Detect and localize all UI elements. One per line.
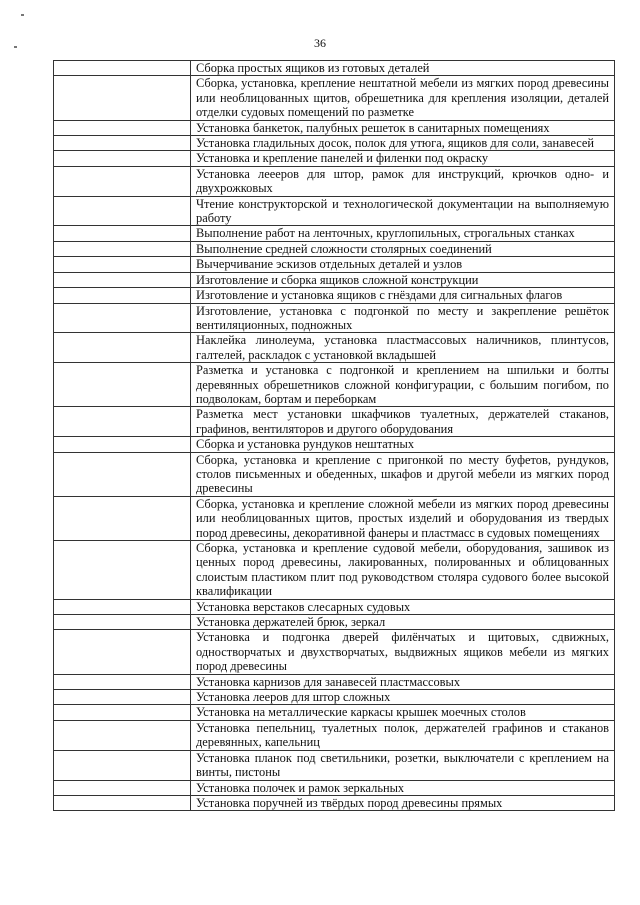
- table-row: [54, 61, 615, 76]
- scan-artifact: [21, 14, 24, 16]
- table-row: [54, 273, 615, 288]
- table-row: [54, 333, 615, 363]
- table-row: [54, 541, 615, 600]
- task-cell: Выполнение средней сложности столярных соединений: [191, 242, 615, 256]
- table-row: [54, 407, 615, 437]
- task-cell: Выполнение работ на ленточных, круглопильных, строгальных станках: [191, 226, 615, 240]
- left-cell: [54, 273, 191, 287]
- left-cell: [54, 721, 191, 750]
- left-cell: [54, 257, 191, 271]
- table-row: [54, 304, 615, 334]
- left-cell: [54, 437, 191, 451]
- left-cell: [54, 751, 191, 780]
- task-cell: Изготовление и сборка ящиков сложной конструкции: [191, 273, 615, 287]
- task-cell: Сборка, установка, крепление нештатной мебели из мягких пород древесины или необлицованных щитов, обрешетника для крепления изоляции, деталей отделки судовых помещений по разметке: [191, 76, 615, 119]
- table-row: [54, 197, 615, 227]
- table-row: [54, 136, 615, 151]
- left-cell: [54, 304, 191, 333]
- table-row: [54, 751, 615, 781]
- table-row: [54, 363, 615, 407]
- task-cell: Изготовление и установка ящиков с гнёздами для сигнальных флагов: [191, 288, 615, 302]
- left-cell: [54, 121, 191, 135]
- task-table: [53, 60, 615, 811]
- task-cell: Установка лееров для штор сложных: [191, 690, 615, 704]
- left-cell: [54, 363, 191, 406]
- table-row: [54, 242, 615, 257]
- table-row: [54, 226, 615, 241]
- table-row: [54, 600, 615, 615]
- table-row: [54, 497, 615, 541]
- task-cell: Наклейка линолеума, установка пластмассовых наличников, плинтусов, галтелей, раскладок с установкой вкладышей: [191, 333, 615, 362]
- left-cell: [54, 705, 191, 719]
- task-cell: Вычерчивание эскизов отдельных деталей и узлов: [191, 257, 615, 271]
- task-cell: Разметка и установка с подгонкой и креплением на шпильки и болты деревянных обрешетников сложной конфигурации, с большим погибом, по подволокам, бортам и переборкам: [191, 363, 615, 406]
- table-row: [54, 453, 615, 497]
- left-cell: [54, 541, 191, 599]
- task-cell: Установка планок под светильники, розетки, выключатели с креплением на винты, пистоны: [191, 751, 615, 780]
- table-row: [54, 796, 615, 811]
- left-cell: [54, 136, 191, 150]
- left-cell: [54, 167, 191, 196]
- task-cell: Установка держателей брюк, зеркал: [191, 615, 615, 629]
- table-row: [54, 781, 615, 796]
- left-cell: [54, 690, 191, 704]
- table-row: [54, 721, 615, 751]
- table-row: [54, 257, 615, 272]
- left-cell: [54, 242, 191, 256]
- table-row: [54, 151, 615, 166]
- left-cell: [54, 497, 191, 540]
- task-cell: Сборка, установка и крепление с пригонкой по месту буфетов, рундуков, столов письменных и обеденных, шкафов и другой мебели из мягких пород древесины: [191, 453, 615, 496]
- task-cell: Чтение конструкторской и технологической документации на выполняемую работу: [191, 197, 615, 226]
- page-number: 36: [314, 36, 326, 50]
- left-cell: [54, 197, 191, 226]
- left-cell: [54, 288, 191, 302]
- left-cell: [54, 76, 191, 119]
- table-row: [54, 437, 615, 452]
- task-cell: Установка леееров для штор, рамок для инструкций, крючков одно- и двухрожковых: [191, 167, 615, 196]
- table-row: [54, 690, 615, 705]
- task-cell: Установка и подгонка дверей филёнчатых и щитовых, сдвижных, одностворчатых и двухстворчатых, выдвижных ящиков мебели из мягких пород древесины: [191, 630, 615, 673]
- table-row: [54, 675, 615, 690]
- task-cell: Установка карнизов для занавесей пластмассовых: [191, 675, 615, 689]
- table-row: [54, 167, 615, 197]
- task-cell: Сборка и установка рундуков нештатных: [191, 437, 615, 451]
- task-cell: Сборка простых ящиков из готовых деталей: [191, 61, 615, 75]
- left-cell: [54, 615, 191, 629]
- table-row: [54, 288, 615, 303]
- task-cell: Сборка, установка и крепление сложной мебели из мягких пород древесины или необлицованных щитов, простых изделий и оборудования из твердых пород древесины, декоративной фанеры и пластмасс в судовых помещениях: [191, 497, 615, 540]
- task-cell: Установка пепельниц, туалетных полок, держателей графинов и стаканов деревянных, капельниц: [191, 721, 615, 750]
- left-cell: [54, 630, 191, 673]
- table-row: [54, 121, 615, 136]
- table-row: [54, 630, 615, 674]
- left-cell: [54, 781, 191, 795]
- task-cell: Установка верстаков слесарных судовых: [191, 600, 615, 614]
- task-cell: Установка поручней из твёрдых пород древесины прямых: [191, 796, 615, 810]
- task-cell: Установка гладильных досок, полок для утюга, ящиков для соли, занавесей: [191, 136, 615, 150]
- table-row: [54, 705, 615, 720]
- table-row: [54, 76, 615, 120]
- left-cell: [54, 61, 191, 75]
- task-cell: Установка на металлические каркасы крышек моечных столов: [191, 705, 615, 719]
- task-cell: Установка полочек и рамок зеркальных: [191, 781, 615, 795]
- task-cell: Изготовление, установка с подгонкой по месту и закрепление решёток вентиляционных, подножных: [191, 304, 615, 333]
- task-cell: Установка и крепление панелей и филенки под окраску: [191, 151, 615, 165]
- task-cell: Установка банкеток, палубных решеток в санитарных помещениях: [191, 121, 615, 135]
- left-cell: [54, 226, 191, 240]
- task-cell: Сборка, установка и крепление судовой мебели, оборудования, зашивок из ценных пород древесины, лакированных, полированных и облицованных слоистым пластиком плит под руководством столяра судового более высокой квалификации: [191, 541, 615, 599]
- left-cell: [54, 407, 191, 436]
- left-cell: [54, 333, 191, 362]
- left-cell: [54, 453, 191, 496]
- table-row: [54, 615, 615, 630]
- left-cell: [54, 675, 191, 689]
- left-cell: [54, 151, 191, 165]
- left-cell: [54, 796, 191, 810]
- left-cell: [54, 600, 191, 614]
- task-cell: Разметка мест установки шкафчиков туалетных, держателей стаканов, графинов, вентиляторов и другого оборудования: [191, 407, 615, 436]
